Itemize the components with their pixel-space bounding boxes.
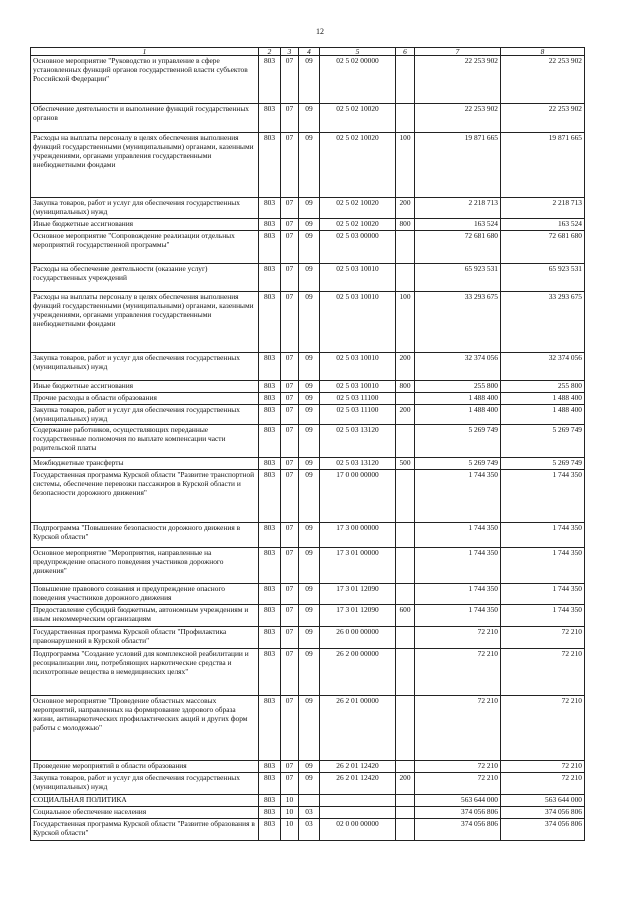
cell-amount-2: 2 218 713 bbox=[501, 198, 585, 219]
cell-section: 07 bbox=[281, 133, 299, 198]
cell-section: 07 bbox=[281, 649, 299, 696]
cell-amount-1: 1 744 350 bbox=[415, 605, 501, 627]
cell-amount-1: 72 210 bbox=[415, 773, 501, 795]
cell-amount-2: 72 210 bbox=[501, 773, 585, 795]
cell-amount-1: 1 488 400 bbox=[415, 404, 501, 425]
cell-expense-type bbox=[396, 425, 415, 458]
cell-target-article: 26 2 01 12420 bbox=[320, 761, 396, 773]
cell-amount-1: 1 744 350 bbox=[415, 470, 501, 523]
table-row bbox=[31, 230, 585, 263]
cell-name: Межбюджетные трансферты bbox=[31, 458, 259, 470]
table-row bbox=[31, 392, 585, 404]
cell-amount-1: 1 744 350 bbox=[415, 523, 501, 548]
cell-section: 07 bbox=[281, 392, 299, 404]
cell-ministry: 803 bbox=[259, 425, 281, 458]
cell-expense-type bbox=[396, 263, 415, 291]
cell-amount-1: 22 253 902 bbox=[415, 56, 501, 104]
cell-section: 07 bbox=[281, 696, 299, 761]
cell-section: 07 bbox=[281, 56, 299, 104]
cell-expense-type bbox=[396, 649, 415, 696]
page-number: 12 bbox=[316, 27, 324, 36]
cell-target-article: 17 3 00 00000 bbox=[320, 523, 396, 548]
table-row bbox=[31, 352, 585, 380]
cell-expense-type bbox=[396, 584, 415, 605]
cell-target-article: 02 5 03 10010 bbox=[320, 352, 396, 380]
cell-expense-type: 200 bbox=[396, 404, 415, 425]
cell-subsection: 09 bbox=[299, 352, 320, 380]
cell-subsection: 09 bbox=[299, 425, 320, 458]
cell-section: 10 bbox=[281, 818, 299, 840]
cell-name: Основное мероприятие "Руководство и управление в сфере установленных функций органов государственной власти субъектов Российской Федерации" bbox=[31, 56, 259, 104]
cell-name: Содержание работников, осуществляющих переданные государственные полномочия по выплате компенсации части родительской платы bbox=[31, 425, 259, 458]
cell-expense-type bbox=[396, 230, 415, 263]
cell-expense-type bbox=[396, 470, 415, 523]
cell-ministry: 803 bbox=[259, 696, 281, 761]
cell-subsection: 09 bbox=[299, 198, 320, 219]
table-body bbox=[31, 56, 585, 841]
cell-ministry: 803 bbox=[259, 761, 281, 773]
cell-name: Социальное обеспечение населения bbox=[31, 807, 259, 819]
table-row bbox=[31, 404, 585, 425]
table-row bbox=[31, 605, 585, 627]
cell-expense-type: 800 bbox=[396, 219, 415, 231]
cell-amount-2: 33 293 675 bbox=[501, 291, 585, 352]
table-row bbox=[31, 458, 585, 470]
cell-subsection: 09 bbox=[299, 104, 320, 133]
cell-amount-1: 5 269 749 bbox=[415, 458, 501, 470]
table-row bbox=[31, 133, 585, 198]
cell-amount-2: 72 210 bbox=[501, 761, 585, 773]
cell-subsection: 09 bbox=[299, 263, 320, 291]
cell-expense-type bbox=[396, 818, 415, 840]
cell-name: Подпрограмма "Создание условий для комплексной реабилитации и ресоциализации лиц, потребляющих наркотические средства и психотропные вещества в немедицинских целях" bbox=[31, 649, 259, 696]
cell-amount-2: 5 269 749 bbox=[501, 425, 585, 458]
cell-amount-1: 1 744 350 bbox=[415, 548, 501, 584]
cell-expense-type bbox=[396, 392, 415, 404]
cell-subsection: 09 bbox=[299, 696, 320, 761]
cell-amount-1: 374 056 806 bbox=[415, 807, 501, 819]
cell-section: 07 bbox=[281, 627, 299, 649]
cell-name: Проведение мероприятий в области образования bbox=[31, 761, 259, 773]
cell-amount-1: 72 210 bbox=[415, 649, 501, 696]
cell-expense-type bbox=[396, 761, 415, 773]
cell-amount-1: 72 210 bbox=[415, 696, 501, 761]
table-row bbox=[31, 198, 585, 219]
cell-amount-2: 72 210 bbox=[501, 696, 585, 761]
cell-section: 07 bbox=[281, 425, 299, 458]
cell-amount-2: 19 871 665 bbox=[501, 133, 585, 198]
cell-target-article: 02 5 02 10020 bbox=[320, 219, 396, 231]
budget-table bbox=[30, 47, 585, 841]
cell-amount-2: 72 210 bbox=[501, 627, 585, 649]
cell-amount-1: 72 681 680 bbox=[415, 230, 501, 263]
table-row bbox=[31, 807, 585, 819]
cell-target-article: 02 0 00 00000 bbox=[320, 818, 396, 840]
cell-subsection: 09 bbox=[299, 219, 320, 231]
cell-amount-2: 32 374 056 bbox=[501, 352, 585, 380]
cell-expense-type: 500 bbox=[396, 458, 415, 470]
column-header: 3 bbox=[281, 48, 299, 56]
table-row bbox=[31, 470, 585, 523]
cell-target-article: 02 5 03 11100 bbox=[320, 404, 396, 425]
cell-section: 07 bbox=[281, 584, 299, 605]
cell-target-article: 02 5 03 10010 bbox=[320, 380, 396, 392]
cell-target-article: 02 5 02 00000 bbox=[320, 56, 396, 104]
cell-target-article: 02 5 03 10010 bbox=[320, 291, 396, 352]
cell-subsection: 09 bbox=[299, 458, 320, 470]
cell-amount-1: 255 800 bbox=[415, 380, 501, 392]
cell-ministry: 803 bbox=[259, 219, 281, 231]
column-header: 8 bbox=[501, 48, 585, 56]
cell-amount-2: 72 681 680 bbox=[501, 230, 585, 263]
cell-amount-2: 1 744 350 bbox=[501, 523, 585, 548]
cell-section: 07 bbox=[281, 523, 299, 548]
cell-subsection: 09 bbox=[299, 56, 320, 104]
cell-subsection: 09 bbox=[299, 470, 320, 523]
cell-amount-1: 1 488 400 bbox=[415, 392, 501, 404]
cell-subsection: 09 bbox=[299, 584, 320, 605]
cell-expense-type bbox=[396, 696, 415, 761]
cell-target-article: 26 0 00 00000 bbox=[320, 627, 396, 649]
cell-amount-1: 65 923 531 bbox=[415, 263, 501, 291]
cell-ministry: 803 bbox=[259, 404, 281, 425]
cell-name: Обеспечение деятельности и выполнение функций государственных органов bbox=[31, 104, 259, 133]
cell-name: Основное мероприятие "Мероприятия, направленные на предупреждение опасного поведения участников дорожного движения" bbox=[31, 548, 259, 584]
cell-target-article: 02 5 02 10020 bbox=[320, 104, 396, 133]
table-row bbox=[31, 291, 585, 352]
cell-subsection: 09 bbox=[299, 392, 320, 404]
table-row bbox=[31, 761, 585, 773]
cell-ministry: 803 bbox=[259, 649, 281, 696]
cell-target-article: 02 5 02 10020 bbox=[320, 198, 396, 219]
cell-subsection bbox=[299, 795, 320, 807]
cell-amount-1: 374 056 806 bbox=[415, 818, 501, 840]
cell-name: Предоставление субсидий бюджетным, автономным учреждениям и иным некоммерческим организациям bbox=[31, 605, 259, 627]
cell-subsection: 09 bbox=[299, 404, 320, 425]
cell-section: 07 bbox=[281, 548, 299, 584]
cell-target-article: 26 2 01 12420 bbox=[320, 773, 396, 795]
cell-expense-type: 600 bbox=[396, 605, 415, 627]
cell-amount-2: 1 744 350 bbox=[501, 548, 585, 584]
cell-name: Прочие расходы в области образования bbox=[31, 392, 259, 404]
cell-subsection: 09 bbox=[299, 605, 320, 627]
cell-amount-2: 255 800 bbox=[501, 380, 585, 392]
cell-ministry: 803 bbox=[259, 263, 281, 291]
cell-amount-2: 22 253 902 bbox=[501, 104, 585, 133]
cell-amount-1: 1 744 350 bbox=[415, 584, 501, 605]
cell-amount-1: 163 524 bbox=[415, 219, 501, 231]
table-row bbox=[31, 627, 585, 649]
cell-ministry: 803 bbox=[259, 133, 281, 198]
table-row bbox=[31, 584, 585, 605]
cell-name: Государственная программа Курской области "Профилактика правонарушений в Курской области" bbox=[31, 627, 259, 649]
cell-ministry: 803 bbox=[259, 605, 281, 627]
cell-amount-2: 5 269 749 bbox=[501, 458, 585, 470]
cell-amount-2: 22 253 902 bbox=[501, 56, 585, 104]
cell-subsection: 09 bbox=[299, 291, 320, 352]
table-row bbox=[31, 104, 585, 133]
cell-ministry: 803 bbox=[259, 291, 281, 352]
cell-ministry: 803 bbox=[259, 523, 281, 548]
cell-expense-type: 200 bbox=[396, 773, 415, 795]
cell-section: 07 bbox=[281, 470, 299, 523]
cell-name: Закупка товаров, работ и услуг для обеспечения государственных (муниципальных) нужд bbox=[31, 404, 259, 425]
cell-amount-2: 1 488 400 bbox=[501, 392, 585, 404]
cell-section: 07 bbox=[281, 219, 299, 231]
table-row bbox=[31, 548, 585, 584]
table-row bbox=[31, 219, 585, 231]
cell-expense-type: 800 bbox=[396, 380, 415, 392]
cell-section: 07 bbox=[281, 458, 299, 470]
cell-amount-1: 72 210 bbox=[415, 761, 501, 773]
cell-amount-2: 563 644 000 bbox=[501, 795, 585, 807]
table-row bbox=[31, 773, 585, 795]
cell-subsection: 09 bbox=[299, 380, 320, 392]
cell-subsection: 09 bbox=[299, 133, 320, 198]
cell-amount-2: 1 744 350 bbox=[501, 605, 585, 627]
column-header: 4 bbox=[299, 48, 320, 56]
cell-target-article: 02 5 03 00000 bbox=[320, 230, 396, 263]
cell-ministry: 803 bbox=[259, 773, 281, 795]
table-row bbox=[31, 263, 585, 291]
cell-name: Иные бюджетные ассигнования bbox=[31, 219, 259, 231]
cell-name: Закупка товаров, работ и услуг для обеспечения государственных (муниципальных) нужд bbox=[31, 773, 259, 795]
cell-section: 07 bbox=[281, 230, 299, 263]
cell-target-article: 17 3 01 12090 bbox=[320, 584, 396, 605]
cell-name: Основное мероприятие "Сопровождение реализации отдельных мероприятий государственной программы" bbox=[31, 230, 259, 263]
cell-expense-type bbox=[396, 795, 415, 807]
table-row bbox=[31, 523, 585, 548]
cell-expense-type bbox=[396, 523, 415, 548]
cell-section: 07 bbox=[281, 605, 299, 627]
cell-amount-2: 1 744 350 bbox=[501, 470, 585, 523]
table-row bbox=[31, 696, 585, 761]
cell-section: 07 bbox=[281, 352, 299, 380]
table-row bbox=[31, 795, 585, 807]
cell-name: Основное мероприятие "Проведение областных массовых мероприятий, направленных на формирование здорового образа жизни, антинаркотических профилактических акций и других форм работы с молодежью" bbox=[31, 696, 259, 761]
cell-target-article: 26 2 01 00000 bbox=[320, 696, 396, 761]
cell-ministry: 803 bbox=[259, 56, 281, 104]
cell-expense-type: 100 bbox=[396, 291, 415, 352]
cell-amount-2: 65 923 531 bbox=[501, 263, 585, 291]
cell-ministry: 803 bbox=[259, 230, 281, 263]
cell-ministry: 803 bbox=[259, 470, 281, 523]
cell-expense-type bbox=[396, 807, 415, 819]
cell-ministry: 803 bbox=[259, 818, 281, 840]
cell-amount-2: 374 056 806 bbox=[501, 818, 585, 840]
cell-section: 07 bbox=[281, 404, 299, 425]
cell-amount-2: 72 210 bbox=[501, 649, 585, 696]
cell-target-article: 17 0 00 00000 bbox=[320, 470, 396, 523]
cell-ministry: 803 bbox=[259, 795, 281, 807]
cell-amount-2: 163 524 bbox=[501, 219, 585, 231]
cell-section: 07 bbox=[281, 380, 299, 392]
cell-name: Закупка товаров, работ и услуг для обеспечения государственных (муниципальных) нужд bbox=[31, 352, 259, 380]
cell-target-article: 02 5 02 10020 bbox=[320, 133, 396, 198]
column-header: 1 bbox=[31, 48, 259, 56]
cell-ministry: 803 bbox=[259, 352, 281, 380]
cell-ministry: 803 bbox=[259, 548, 281, 584]
cell-name: Закупка товаров, работ и услуг для обеспечения государственных (муниципальных) нужд bbox=[31, 198, 259, 219]
cell-subsection: 09 bbox=[299, 230, 320, 263]
cell-ministry: 803 bbox=[259, 627, 281, 649]
column-header: 5 bbox=[320, 48, 396, 56]
cell-ministry: 803 bbox=[259, 458, 281, 470]
cell-amount-2: 1 744 350 bbox=[501, 584, 585, 605]
cell-name: Повышение правового сознания и предупреждение опасного поведения участников дорожного движения bbox=[31, 584, 259, 605]
cell-section: 10 bbox=[281, 795, 299, 807]
cell-target-article bbox=[320, 795, 396, 807]
table-row bbox=[31, 56, 585, 104]
cell-ministry: 803 bbox=[259, 104, 281, 133]
cell-expense-type bbox=[396, 548, 415, 584]
cell-section: 10 bbox=[281, 807, 299, 819]
cell-subsection: 09 bbox=[299, 649, 320, 696]
cell-target-article: 02 5 03 13120 bbox=[320, 425, 396, 458]
cell-ministry: 803 bbox=[259, 380, 281, 392]
cell-name: Государственная программа Курской области "Развитие транспортной системы, обеспечение перевозки пассажиров в Курской области и безопасности дорожного движения" bbox=[31, 470, 259, 523]
cell-name: Расходы на выплаты персоналу в целях обеспечения выполнения функций государственными (муниципальными) органами, казенными учреждениями, органами управления государственными внебюджетными фондами bbox=[31, 133, 259, 198]
cell-section: 07 bbox=[281, 263, 299, 291]
cell-subsection: 03 bbox=[299, 807, 320, 819]
cell-name: Подпрограмма "Повышение безопасности дорожного движения в Курской области" bbox=[31, 523, 259, 548]
cell-ministry: 803 bbox=[259, 198, 281, 219]
cell-subsection: 09 bbox=[299, 523, 320, 548]
cell-subsection: 09 bbox=[299, 548, 320, 584]
cell-target-article: 17 3 01 12090 bbox=[320, 605, 396, 627]
cell-subsection: 09 bbox=[299, 761, 320, 773]
cell-amount-1: 33 293 675 bbox=[415, 291, 501, 352]
cell-subsection: 03 bbox=[299, 818, 320, 840]
cell-expense-type bbox=[396, 104, 415, 133]
table-row bbox=[31, 649, 585, 696]
cell-name: СОЦИАЛЬНАЯ ПОЛИТИКА bbox=[31, 795, 259, 807]
column-header: 7 bbox=[415, 48, 501, 56]
cell-subsection: 09 bbox=[299, 627, 320, 649]
cell-target-article: 26 2 00 00000 bbox=[320, 649, 396, 696]
cell-amount-1: 2 218 713 bbox=[415, 198, 501, 219]
cell-ministry: 803 bbox=[259, 807, 281, 819]
cell-amount-1: 5 269 749 bbox=[415, 425, 501, 458]
cell-name: Расходы на обеспечение деятельности (оказание услуг) государственных учреждений bbox=[31, 263, 259, 291]
cell-expense-type: 100 bbox=[396, 133, 415, 198]
cell-amount-1: 563 644 000 bbox=[415, 795, 501, 807]
cell-target-article bbox=[320, 807, 396, 819]
cell-name: Расходы на выплаты персоналу в целях обеспечения выполнения функций государственными (муниципальными) органами, казенными учреждениями, органами управления государственными внебюджетными фондами bbox=[31, 291, 259, 352]
cell-amount-1: 32 374 056 bbox=[415, 352, 501, 380]
cell-section: 07 bbox=[281, 104, 299, 133]
cell-amount-1: 72 210 bbox=[415, 627, 501, 649]
table-header-row bbox=[31, 48, 585, 56]
cell-amount-2: 374 056 806 bbox=[501, 807, 585, 819]
cell-target-article: 02 5 03 11100 bbox=[320, 392, 396, 404]
cell-amount-1: 22 253 902 bbox=[415, 104, 501, 133]
cell-amount-1: 19 871 665 bbox=[415, 133, 501, 198]
cell-target-article: 02 5 03 10010 bbox=[320, 263, 396, 291]
cell-target-article: 02 5 03 13120 bbox=[320, 458, 396, 470]
cell-expense-type bbox=[396, 56, 415, 104]
cell-expense-type bbox=[396, 627, 415, 649]
cell-target-article: 17 3 01 00000 bbox=[320, 548, 396, 584]
cell-expense-type: 200 bbox=[396, 352, 415, 380]
cell-section: 07 bbox=[281, 761, 299, 773]
cell-ministry: 803 bbox=[259, 392, 281, 404]
cell-name: Иные бюджетные ассигнования bbox=[31, 380, 259, 392]
column-header: 2 bbox=[259, 48, 281, 56]
column-header: 6 bbox=[396, 48, 415, 56]
cell-amount-2: 1 488 400 bbox=[501, 404, 585, 425]
cell-section: 07 bbox=[281, 198, 299, 219]
table-row bbox=[31, 380, 585, 392]
cell-section: 07 bbox=[281, 291, 299, 352]
cell-ministry: 803 bbox=[259, 584, 281, 605]
table-row bbox=[31, 425, 585, 458]
cell-subsection: 09 bbox=[299, 773, 320, 795]
cell-name: Государственная программа Курской области "Развитие образования в Курской области" bbox=[31, 818, 259, 840]
cell-expense-type: 200 bbox=[396, 198, 415, 219]
table-row bbox=[31, 818, 585, 840]
cell-section: 07 bbox=[281, 773, 299, 795]
